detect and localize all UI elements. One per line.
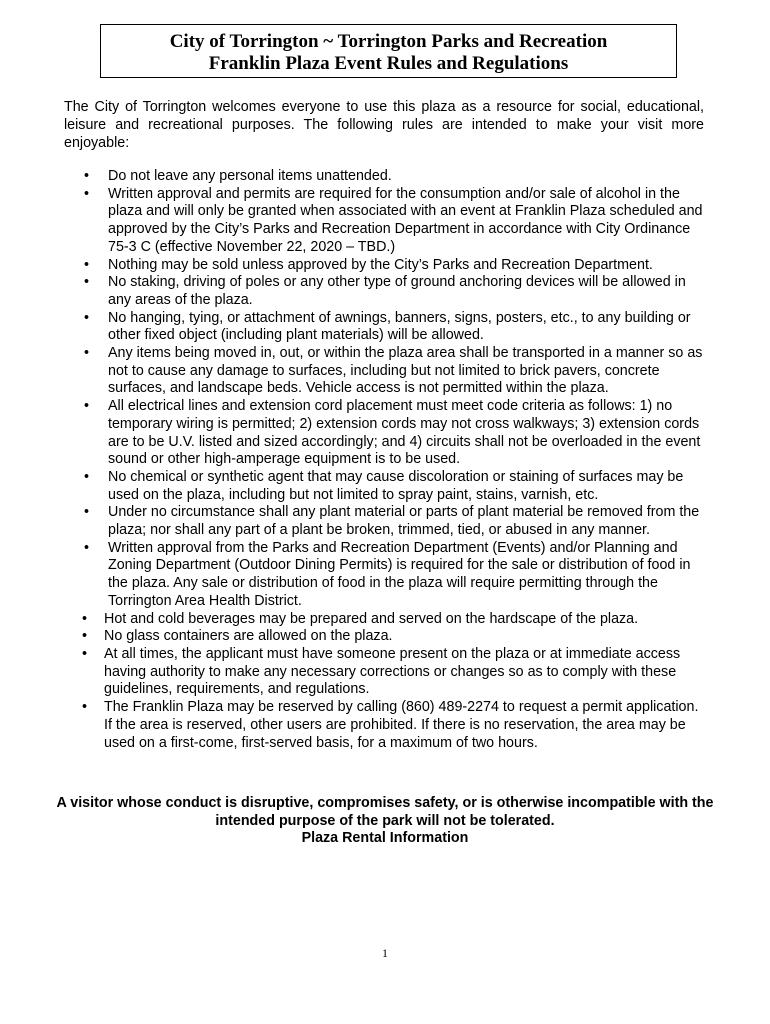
rule-text: Do not leave any personal items unattended. [108,168,392,184]
rule-text: No hanging, tying, or attachment of awnings, banners, signs, posters, etc., to any building or other fixed object (including plant materials) will be allowed. [108,309,691,344]
document-title-box [100,24,677,78]
page-number: 1 [382,946,388,960]
bullet-icon: • [82,645,88,662]
rule-item [64,699,704,752]
bullet-icon: • [84,274,90,291]
rule-item [64,310,704,345]
rule-item [64,611,704,629]
conduct-warning: A visitor whose conduct is disruptive, compromises safety, or is otherwise incompatible with the intended purpose of the park will not be tolerated. [56,795,714,829]
rule-item [64,168,704,186]
rule-text: The Franklin Plaza may be reserved by calling (860) 489-2274 to request a permit application. If the area is reserved, other users are prohibited. If there is no reservation, the area may be used on a first-come, first-served basis, for a maximum of two hours. [104,699,699,751]
bullet-icon: • [82,610,88,627]
rule-text: At all times, the applicant must have someone present on the plaza or at immediate access having authority to make any necessary corrections or changes so as to comply with these guidelines, requirements, and regulations. [104,645,681,698]
rule-text: Hot and cold beverages may be prepared and served on the hardscape of the plaza. [104,610,639,627]
rule-item [64,186,704,257]
rule-item [64,257,704,275]
rule-item [64,274,704,309]
bullet-icon: • [84,309,90,326]
bullet-icon: • [84,185,90,202]
rule-item [64,628,704,646]
rule-text: No chemical or synthetic agent that may cause discoloration or staining of surfaces may be used on the plaza, including but not limited to spray paint, stains, varnish, etc. [108,468,684,503]
bullet-icon: • [84,504,90,521]
title-line-2: Franklin Plaza Event Rules and Regulations [208,53,569,74]
rule-text: No staking, driving of poles or any other type of ground anchoring devices will be allowed in any areas of the plaza. [108,274,686,308]
rule-text: Any items being moved in, out, or within the plaza area shall be transported in a manner so as not to cause any damage to surfaces, including but not limited to brick pavers, concrete surfaces, and landscape beds. Vehicle access is not permitted within the plaza. [108,345,703,397]
plaza-rental-heading: Plaza Rental Information [301,830,469,847]
bullet-icon: • [84,168,90,184]
rule-item [64,469,704,504]
rule-text: Under no circumstance shall any plant material or parts of plant material be removed from the plaza; nor shall any part of a plant be broken, trimmed, tied, or abused in any manner. [108,504,700,539]
title-line-1: City of Torrington ~ Torrington Parks and Recreation [169,31,608,52]
bullet-icon: • [84,539,90,556]
rule-item [64,345,704,398]
bullet-icon: • [82,699,88,716]
intro-paragraph: The City of Torrington welcomes everyone to use this plaza as a resource for social, educational, leisure and recreational purposes. The following rules are intended to make your visit more enjoyable: [64,99,704,151]
rule-item [64,504,704,539]
bullet-icon: • [84,256,90,273]
closing-section [52,795,718,848]
rule-item [64,540,704,611]
bullet-icon: • [84,345,90,362]
rules-list [64,168,704,752]
rule-text: Written approval and permits are required for the consumption and/or sale of alcohol in the plaza and will only be granted when associated with an event at Franklin Plaza scheduled and approved by the City’s Parks and Recreation Department in accordance with City Ordinance 75-3 C (effective November 22, 2020 – TBD.) [108,185,703,255]
bullet-icon: • [84,398,90,415]
rule-item [64,398,704,469]
bullet-icon: • [82,628,88,645]
rule-item [64,646,704,699]
rule-text: Nothing may be sold unless approved by the City’s Parks and Recreation Department. [108,256,653,273]
bullet-icon: • [84,468,90,485]
rule-text: Written approval from the Parks and Recreation Department (Events) and/or Planning and Zoning Department (Outdoor Dining Permits) is required for the sale or distribution of food in the plaza. Any sale or distribution of food in the plaza will require permitting through the Torrington Area Health District. [108,539,691,609]
rule-text: No glass containers are allowed on the plaza. [104,628,393,645]
rule-text: All electrical lines and extension cord placement must meet code criteria as follows: 1) no temporary wiring is permitted; 2) extension cords may not cross walkways; 3) extension cords are to be U.V. listed and sized accordingly; and 4) circuits shall not be overloaded in the event sound or other high-amperage equipment is to be used. [108,398,701,468]
